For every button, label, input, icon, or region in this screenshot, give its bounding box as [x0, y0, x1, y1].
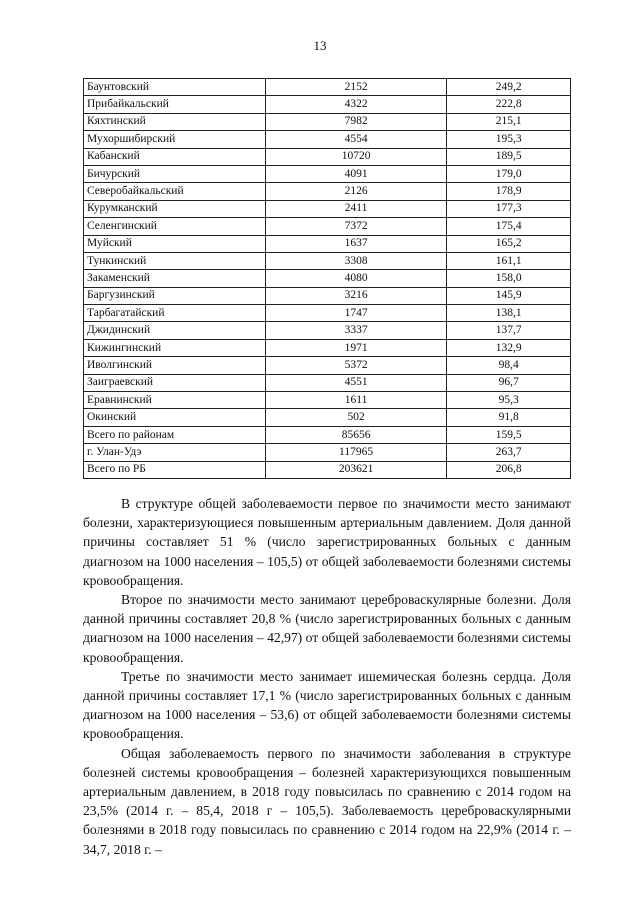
- district-name-cell: Еравнинский: [84, 392, 266, 409]
- district-name-cell: Кижингинский: [84, 339, 266, 356]
- patient-count-cell: 2126: [265, 183, 447, 200]
- district-name-cell: Муйский: [84, 235, 266, 252]
- page-number: 13: [313, 38, 327, 53]
- district-name-cell: Селенгинский: [84, 218, 266, 235]
- patient-count-cell: 4091: [265, 165, 447, 182]
- rate-cell: 175,4: [447, 218, 571, 235]
- table-row: [84, 113, 571, 130]
- district-name-cell: Северобайкальский: [84, 183, 266, 200]
- patient-count-cell: 2411: [265, 200, 447, 217]
- patient-count-cell: 502: [265, 409, 447, 426]
- patient-count-cell: 85656: [265, 426, 447, 443]
- district-name-cell: г. Улан-Удэ: [84, 444, 266, 461]
- table-row: [84, 322, 571, 339]
- patient-count-cell: 1971: [265, 339, 447, 356]
- rate-cell: 145,9: [447, 287, 571, 304]
- patient-count-cell: 7372: [265, 218, 447, 235]
- rate-cell: 158,0: [447, 270, 571, 287]
- paragraph: Общая заболеваемость первого по значимости заболевания в структуре болезней системы кровообращения – болезней характеризующихся повышенным артериальным давлением, в 2018 году повысилась по сравнению с 2014 годом на 23,5% (2014 г. – 85,4, 2018 г – 105,5). Заболеваемость цереброваскулярными болезнями в 2018 году повысилась по сравнению с 2014 годом на 22,9% (2014 г. – 34,7, 2018 г. –: [83, 745, 571, 857]
- district-name-cell: Мухоршибирский: [84, 131, 266, 148]
- district-name-cell: Иволгинский: [84, 357, 266, 374]
- rate-cell: 159,5: [447, 426, 571, 443]
- patient-count-cell: 3337: [265, 322, 447, 339]
- rate-cell: 91,8: [447, 409, 571, 426]
- rate-cell: 215,1: [447, 113, 571, 130]
- table-row: [84, 131, 571, 148]
- patient-count-cell: 203621: [265, 461, 447, 478]
- table-row: [84, 200, 571, 217]
- rate-cell: 189,5: [447, 148, 571, 165]
- table-row: [84, 374, 571, 391]
- paragraph: Второе по значимости место занимают цереброваскулярные болезни. Доля данной причины составляет 20,8 % (число зарегистрированных больных с данным диагнозом на 1000 населения – 42,97) от общей заболеваемости болезнями системы кровообращения.: [83, 592, 571, 665]
- rate-cell: 138,1: [447, 305, 571, 322]
- district-table-body: [84, 79, 571, 479]
- district-name-cell: Баунтовский: [84, 79, 266, 96]
- patient-count-cell: 10720: [265, 148, 447, 165]
- patient-count-cell: 5372: [265, 357, 447, 374]
- table-row: [84, 444, 571, 461]
- district-name-cell: Всего по РБ: [84, 461, 266, 478]
- table-row: [84, 461, 571, 478]
- table-row: [84, 235, 571, 252]
- paragraph: В структуре общей заболеваемости первое по значимости место занимают болезни, характеризующиеся повышенным артериальным давлением. Доля данной причины составляет 51 % (число зарегистрированных больных с данным диагнозом на 1000 населения – 105,5) от общей заболеваемости болезнями системы кровообращения.: [83, 496, 571, 588]
- rate-cell: 161,1: [447, 252, 571, 269]
- table-row: [84, 409, 571, 426]
- paragraph: Третье по значимости место занимает ишемическая болезнь сердца. Доля данной причины составляет 17,1 % (число зарегистрированных больных с данным диагнозом на 1000 населения – 53,6) от общей заболеваемости болезнями системы кровообращения.: [83, 668, 571, 742]
- rate-cell: 177,3: [447, 200, 571, 217]
- district-name-cell: Кабанский: [84, 148, 266, 165]
- patient-count-cell: 3308: [265, 252, 447, 269]
- district-name-cell: Прибайкальский: [84, 96, 266, 113]
- table-row: [84, 357, 571, 374]
- district-name-cell: Кяхтинский: [84, 113, 266, 130]
- district-name-cell: Баргузинский: [84, 287, 266, 304]
- table-row: [84, 148, 571, 165]
- table-row: [84, 287, 571, 304]
- rate-cell: 222,8: [447, 96, 571, 113]
- district-name-cell: Заиграевский: [84, 374, 266, 391]
- rate-cell: 98,4: [447, 357, 571, 374]
- patient-count-cell: 117965: [265, 444, 447, 461]
- table-row: [84, 165, 571, 182]
- table-row: [84, 79, 571, 96]
- district-table: [83, 78, 571, 479]
- patient-count-cell: 4322: [265, 96, 447, 113]
- district-name-cell: Закаменский: [84, 270, 266, 287]
- body-text: [83, 494, 571, 859]
- table-row: [84, 305, 571, 322]
- patient-count-cell: 1747: [265, 305, 447, 322]
- patient-count-cell: 1637: [265, 235, 447, 252]
- rate-cell: 165,2: [447, 235, 571, 252]
- district-name-cell: Всего по районам: [84, 426, 266, 443]
- rate-cell: 195,3: [447, 131, 571, 148]
- rate-cell: 96,7: [447, 374, 571, 391]
- rate-cell: 132,9: [447, 339, 571, 356]
- patient-count-cell: 3216: [265, 287, 447, 304]
- district-name-cell: Бичурский: [84, 165, 266, 182]
- rate-cell: 95,3: [447, 392, 571, 409]
- table-row: [84, 270, 571, 287]
- rate-cell: 137,7: [447, 322, 571, 339]
- table-row: [84, 183, 571, 200]
- district-name-cell: Курумканский: [84, 200, 266, 217]
- table-row: [84, 218, 571, 235]
- patient-count-cell: 4554: [265, 131, 447, 148]
- patient-count-cell: 2152: [265, 79, 447, 96]
- patient-count-cell: 7982: [265, 113, 447, 130]
- district-name-cell: Тункинский: [84, 252, 266, 269]
- rate-cell: 178,9: [447, 183, 571, 200]
- table-row: [84, 252, 571, 269]
- district-name-cell: Окинский: [84, 409, 266, 426]
- rate-cell: 249,2: [447, 79, 571, 96]
- patient-count-cell: 4551: [265, 374, 447, 391]
- rate-cell: 206,8: [447, 461, 571, 478]
- patient-count-cell: 4080: [265, 270, 447, 287]
- table-row: [84, 96, 571, 113]
- rate-cell: 179,0: [447, 165, 571, 182]
- table-row: [84, 339, 571, 356]
- district-name-cell: Джидинский: [84, 322, 266, 339]
- rate-cell: 263,7: [447, 444, 571, 461]
- patient-count-cell: 1611: [265, 392, 447, 409]
- table-row: [84, 426, 571, 443]
- table-row: [84, 392, 571, 409]
- district-name-cell: Тарбагатайский: [84, 305, 266, 322]
